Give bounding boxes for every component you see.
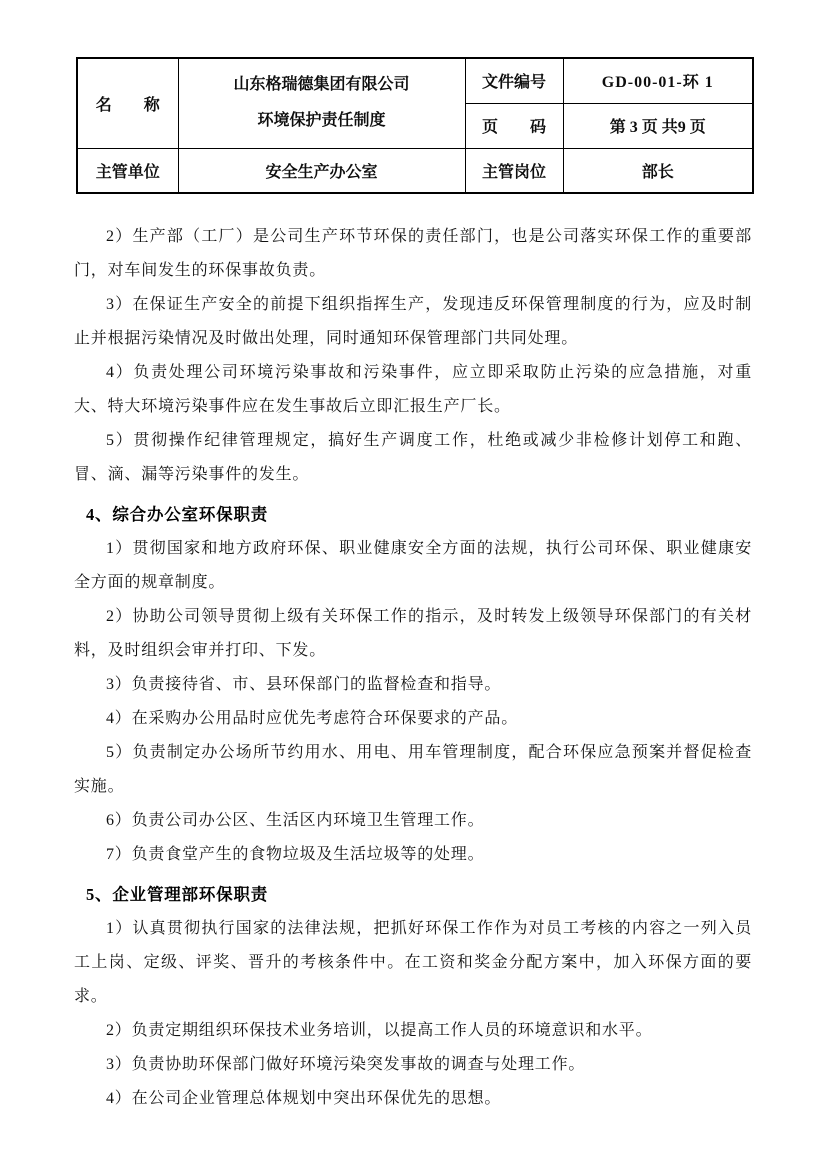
paragraph: 4）负责处理公司环境污染事故和污染事件，应立即采取防止污染的应急措施，对重大、特大环境污染事件应在发生事故后立即汇报生产厂长。: [74, 364, 752, 415]
position-label-cell: [465, 148, 563, 193]
document-body: [74, 220, 752, 1116]
company-name: 山东格瑞德集团有限公司: [233, 76, 410, 94]
paragraph: 2）生产部（工厂）是公司生产环节环保的责任部门，也是公司落实环保工作的重要部门，对车间发生的环保事故负责。: [74, 228, 752, 279]
document-title: 环境保护责任制度: [257, 112, 386, 130]
paragraph: 7）负责食堂产生的食物垃圾及生活垃圾等的处理。: [106, 846, 485, 863]
paragraph: 1）贯彻国家和地方政府环保、职业健康安全方面的法规，执行公司环保、职业健康安全方面的规章制度。: [74, 540, 752, 591]
position-label: 主管岗位: [481, 163, 546, 181]
doc-number-label-cell: [465, 58, 563, 103]
document-header-table: [76, 57, 754, 194]
paragraph: 3）负责协助环保部门做好环境污染突发事故的调查与处理工作。: [106, 1056, 586, 1073]
position-value-cell: [563, 148, 753, 193]
section-heading: 5、企业管理部环保职责: [86, 885, 269, 904]
paragraph: 2）协助公司领导贯彻上级有关环保工作的指示，及时转发上级领导环保部门的有关材料，及时组织会审并打印、下发。: [74, 608, 752, 659]
name-label-cell: [77, 58, 178, 148]
paragraph: 1）认真贯彻执行国家的法律法规，把抓好环保工作作为对员工考核的内容之一列入员工上岗、定级、评奖、晋升的考核条件中。在工资和奖金分配方案中，加入环保方面的要求。: [74, 920, 752, 1005]
dept-value-cell: [178, 148, 465, 193]
page-label: 页 码: [481, 119, 546, 136]
position-value: 部长: [641, 163, 674, 181]
paragraph: 4）在公司企业管理总体规划中突出环保优先的思想。: [106, 1090, 502, 1107]
dept-value: 安全生产办公室: [265, 163, 378, 181]
doc-number-value-cell: [563, 58, 753, 103]
doc-number-value: GD-00-01-环 1: [601, 74, 714, 92]
paragraph: 5）负责制定办公场所节约用水、用电、用车管理制度，配合环保应急预案并督促检查实施。: [74, 744, 752, 795]
paragraph: 5）贯彻操作纪律管理规定，搞好生产调度工作，杜绝或减少非检修计划停工和跑、冒、滴、漏等污染事件的发生。: [74, 432, 752, 483]
page-value: 第 3 页 共9 页: [609, 119, 706, 136]
doc-number-label: 文件编号: [481, 74, 546, 92]
paragraph: 3）在保证生产安全的前提下组织指挥生产，发现违反环保管理制度的行为，应及时制止并根据污染情况及时做出处理，同时通知环保管理部门共同处理。: [74, 296, 752, 347]
dept-label: 主管单位: [95, 163, 160, 181]
section-heading: 4、综合办公室环保职责: [86, 505, 269, 524]
dept-label-cell: [77, 148, 178, 193]
paragraph: 4）在采购办公用品时应优先考虑符合环保要求的产品。: [106, 710, 519, 727]
paragraph: 2）负责定期组织环保技术业务培训，以提高工作人员的环境意识和水平。: [106, 1022, 653, 1039]
document-title-cell: [178, 58, 465, 148]
page-label-cell: [465, 103, 563, 148]
page-value-cell: [563, 103, 753, 148]
paragraph: 3）负责接待省、市、县环保部门的监督检查和指导。: [106, 676, 502, 693]
name-label: 名 称: [95, 96, 160, 114]
paragraph: 6）负责公司办公区、生活区内环境卫生管理工作。: [106, 812, 485, 829]
